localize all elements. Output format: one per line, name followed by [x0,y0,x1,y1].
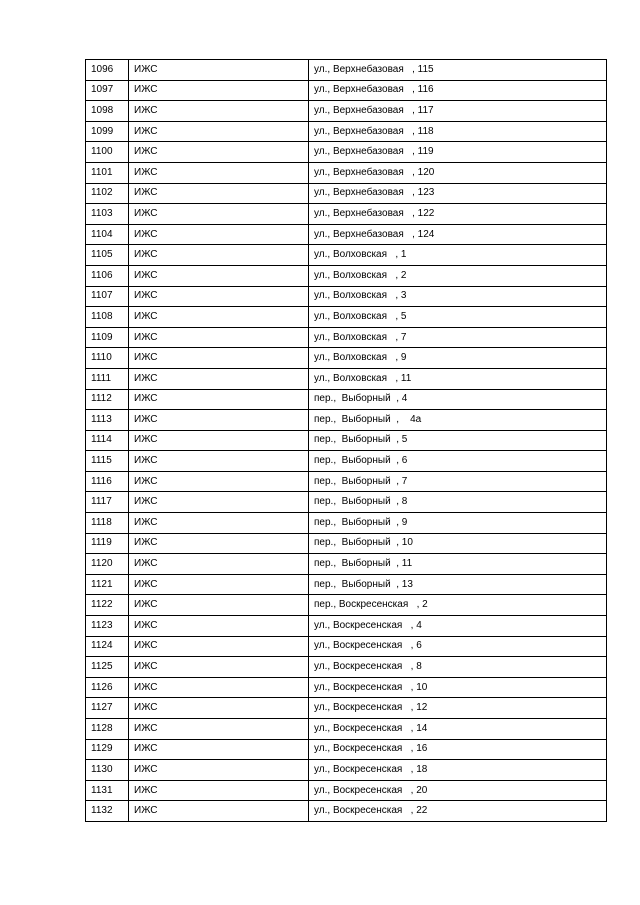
building-type-cell: ИЖС [129,554,309,575]
building-type-cell: ИЖС [129,368,309,389]
row-number-cell: 1129 [86,739,129,760]
table-row [86,307,607,328]
row-number-cell: 1120 [86,554,129,575]
address-cell: ул., Воскресенская , 12 [309,698,607,719]
table-row [86,719,607,740]
table-row [86,554,607,575]
row-number-cell: 1121 [86,574,129,595]
row-number-cell: 1097 [86,80,129,101]
table-row [86,80,607,101]
address-cell: ул., Верхнебазовая , 118 [309,121,607,142]
address-cell: ул., Воскресенская , 22 [309,801,607,822]
table-row [86,677,607,698]
address-cell: пер., Воскресенская , 2 [309,595,607,616]
address-cell: пер., Выборный , 10 [309,533,607,554]
address-cell: ул., Верхнебазовая , 115 [309,60,607,81]
building-type-cell: ИЖС [129,780,309,801]
table-row [86,389,607,410]
row-number-cell: 1126 [86,677,129,698]
building-type-cell: ИЖС [129,677,309,698]
building-type-cell: ИЖС [129,574,309,595]
row-number-cell: 1130 [86,760,129,781]
table-row [86,121,607,142]
building-type-cell: ИЖС [129,595,309,616]
table-row [86,574,607,595]
table-row [86,142,607,163]
row-number-cell: 1109 [86,327,129,348]
address-cell: ул., Волховская , 3 [309,286,607,307]
address-cell: ул., Верхнебазовая , 124 [309,224,607,245]
row-number-cell: 1123 [86,616,129,637]
row-number-cell: 1117 [86,492,129,513]
table-row [86,430,607,451]
table-row [86,348,607,369]
address-cell: пер., Выборный , 13 [309,574,607,595]
building-type-cell: ИЖС [129,657,309,678]
row-number-cell: 1124 [86,636,129,657]
address-cell: ул., Верхнебазовая , 116 [309,80,607,101]
row-number-cell: 1119 [86,533,129,554]
address-cell: ул., Воскресенская , 16 [309,739,607,760]
table-row [86,101,607,122]
table-row [86,513,607,534]
row-number-cell: 1096 [86,60,129,81]
address-cell: пер., Выборный , 5 [309,430,607,451]
row-number-cell: 1111 [86,368,129,389]
row-number-cell: 1100 [86,142,129,163]
building-type-cell: ИЖС [129,492,309,513]
address-cell: ул., Воскресенская , 20 [309,780,607,801]
row-number-cell: 1118 [86,513,129,534]
address-cell: ул., Волховская , 7 [309,327,607,348]
row-number-cell: 1112 [86,389,129,410]
building-type-cell: ИЖС [129,471,309,492]
address-cell: ул., Верхнебазовая , 119 [309,142,607,163]
address-cell: ул., Волховская , 1 [309,245,607,266]
table-row [86,224,607,245]
building-type-cell: ИЖС [129,121,309,142]
address-cell: пер., Выборный , 4 [309,389,607,410]
address-cell: ул., Воскресенская , 14 [309,719,607,740]
row-number-cell: 1099 [86,121,129,142]
row-number-cell: 1128 [86,719,129,740]
building-type-cell: ИЖС [129,307,309,328]
building-type-cell: ИЖС [129,286,309,307]
building-type-cell: ИЖС [129,739,309,760]
row-number-cell: 1115 [86,451,129,472]
table-row [86,286,607,307]
address-cell: ул., Воскресенская , 8 [309,657,607,678]
building-type-cell: ИЖС [129,719,309,740]
building-type-cell: ИЖС [129,430,309,451]
table-row [86,183,607,204]
address-cell: ул., Воскресенская , 4 [309,616,607,637]
row-number-cell: 1116 [86,471,129,492]
address-cell: пер., Выборный , 8 [309,492,607,513]
row-number-cell: 1107 [86,286,129,307]
address-table [85,59,607,822]
building-type-cell: ИЖС [129,224,309,245]
table-row [86,533,607,554]
building-type-cell: ИЖС [129,533,309,554]
building-type-cell: ИЖС [129,698,309,719]
table-row [86,760,607,781]
row-number-cell: 1127 [86,698,129,719]
row-number-cell: 1125 [86,657,129,678]
address-cell: пер., Выборный , 11 [309,554,607,575]
building-type-cell: ИЖС [129,183,309,204]
table-row [86,368,607,389]
address-cell: пер., Выборный , 9 [309,513,607,534]
address-cell: ул., Верхнебазовая , 120 [309,162,607,183]
row-number-cell: 1110 [86,348,129,369]
building-type-cell: ИЖС [129,451,309,472]
building-type-cell: ИЖС [129,142,309,163]
building-type-cell: ИЖС [129,760,309,781]
table-row [86,657,607,678]
building-type-cell: ИЖС [129,80,309,101]
row-number-cell: 1132 [86,801,129,822]
building-type-cell: ИЖС [129,389,309,410]
address-cell: ул., Верхнебазовая , 117 [309,101,607,122]
address-cell: ул., Верхнебазовая , 123 [309,183,607,204]
address-cell: пер., Выборный , 4а [309,410,607,431]
building-type-cell: ИЖС [129,245,309,266]
table-row [86,616,607,637]
row-number-cell: 1103 [86,204,129,225]
table-row [86,636,607,657]
row-number-cell: 1105 [86,245,129,266]
table-row [86,780,607,801]
table-row [86,60,607,81]
address-cell: ул., Волховская , 2 [309,265,607,286]
address-cell: ул., Волховская , 9 [309,348,607,369]
building-type-cell: ИЖС [129,327,309,348]
building-type-cell: ИЖС [129,204,309,225]
building-type-cell: ИЖС [129,265,309,286]
building-type-cell: ИЖС [129,162,309,183]
table-row [86,265,607,286]
table-row [86,801,607,822]
row-number-cell: 1106 [86,265,129,286]
table-row [86,245,607,266]
address-cell: ул., Волховская , 11 [309,368,607,389]
table-row [86,410,607,431]
table-row [86,739,607,760]
row-number-cell: 1114 [86,430,129,451]
table-row [86,698,607,719]
building-type-cell: ИЖС [129,636,309,657]
row-number-cell: 1104 [86,224,129,245]
address-cell: пер., Выборный , 6 [309,451,607,472]
table-row [86,451,607,472]
building-type-cell: ИЖС [129,348,309,369]
row-number-cell: 1101 [86,162,129,183]
address-cell: пер., Выборный , 7 [309,471,607,492]
building-type-cell: ИЖС [129,616,309,637]
row-number-cell: 1122 [86,595,129,616]
table-row [86,327,607,348]
table-row [86,162,607,183]
address-table-body [86,60,607,822]
building-type-cell: ИЖС [129,60,309,81]
table-row [86,492,607,513]
address-cell: ул., Воскресенская , 18 [309,760,607,781]
building-type-cell: ИЖС [129,513,309,534]
address-cell: ул., Воскресенская , 10 [309,677,607,698]
table-row [86,204,607,225]
table-row [86,595,607,616]
building-type-cell: ИЖС [129,410,309,431]
row-number-cell: 1131 [86,780,129,801]
address-cell: ул., Верхнебазовая , 122 [309,204,607,225]
row-number-cell: 1098 [86,101,129,122]
address-cell: ул., Воскресенская , 6 [309,636,607,657]
row-number-cell: 1113 [86,410,129,431]
address-cell: ул., Волховская , 5 [309,307,607,328]
row-number-cell: 1108 [86,307,129,328]
table-row [86,471,607,492]
row-number-cell: 1102 [86,183,129,204]
building-type-cell: ИЖС [129,101,309,122]
building-type-cell: ИЖС [129,801,309,822]
